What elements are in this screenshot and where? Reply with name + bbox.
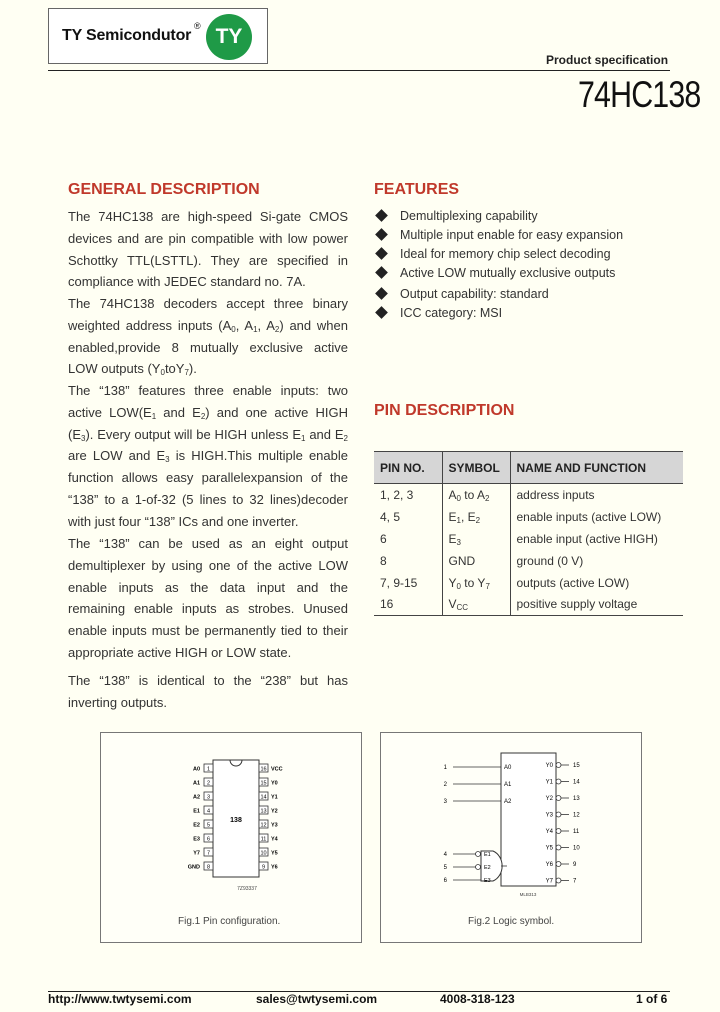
general-p4: The “138” can be used as an eight output demultiplexer by using one of the active LOW enable inputs as the data input and the remaining enable inputs as strobes. Unused enable inputs must be permanently tied to their appropriate active HIGH or LOW state. xyxy=(68,536,348,660)
inversion-bubble xyxy=(556,796,561,801)
pin-label: A2 xyxy=(504,799,512,805)
column-header: PIN NO. xyxy=(374,452,442,484)
pin-label: Y6 xyxy=(271,864,278,871)
pin-label: E3 xyxy=(484,878,491,884)
pin-number: 11 xyxy=(260,836,267,843)
pin-number: 2 xyxy=(206,780,211,787)
bullet-diamond-icon xyxy=(375,247,388,260)
pin-number: 14 xyxy=(260,794,267,801)
pin-label: A1 xyxy=(504,782,512,788)
pin-label: E1 xyxy=(193,808,200,815)
pin-number: 9 xyxy=(573,862,577,868)
pin-label: Y1 xyxy=(545,779,553,786)
pin-label: VCC xyxy=(271,766,283,773)
table-row xyxy=(374,506,683,528)
pin-label: Y0 xyxy=(545,763,553,769)
pin-number: 2 xyxy=(443,782,447,788)
inversion-bubble xyxy=(556,763,561,768)
pin-number: 3 xyxy=(206,794,211,801)
company-name: TY Semicondutor xyxy=(62,27,192,44)
bullet-diamond-icon xyxy=(375,306,388,319)
pin-number: 5 xyxy=(443,865,447,871)
inversion-bubble xyxy=(556,829,561,834)
pin-number: 6 xyxy=(206,836,211,843)
pin-label: E2 xyxy=(484,865,491,871)
pin-label: Y1 xyxy=(271,794,278,801)
bullet-diamond-icon xyxy=(375,287,388,300)
company-logo: TY xyxy=(206,14,252,60)
bullet-diamond-icon xyxy=(375,209,388,222)
symbol-cell: $E_1$, $E_2$ xyxy=(442,506,510,528)
pin-label: Y4 xyxy=(271,836,278,843)
general-p5: The “138” is identical to the “238” but has inverting outputs. xyxy=(68,673,348,710)
pin-table xyxy=(374,451,683,616)
pin-number: 9 xyxy=(261,864,266,871)
inversion-bubble xyxy=(556,878,561,883)
pin-number: 12 xyxy=(260,822,267,829)
function-cell: enable inputs (active LOW) xyxy=(516,509,662,524)
doc-type: Product specification xyxy=(546,53,669,67)
pin-number: 6 xyxy=(443,878,447,884)
pin-number: 13 xyxy=(260,808,267,815)
pin-number-cell: 1, 2, 3 xyxy=(374,484,442,506)
feature-item: Multiple input enable for easy expansion xyxy=(374,228,623,242)
pin-label: Y5 xyxy=(545,845,553,852)
feature-item: Ideal for memory chip select decoding xyxy=(374,247,611,261)
bullet-diamond-icon xyxy=(375,266,388,279)
fig1-code: 7Z93337 xyxy=(237,886,257,892)
footer-page-number: 1 of 6 xyxy=(636,992,668,1006)
table-row xyxy=(374,528,683,550)
pin-label: Y7 xyxy=(193,850,200,857)
registered-mark: ® xyxy=(194,21,201,31)
symbol-cell: $A_0$ to $A_2$ xyxy=(442,484,510,506)
pin-label: GND xyxy=(187,864,200,871)
pin-label: Y2 xyxy=(545,796,553,802)
pin-number: 10 xyxy=(260,850,267,857)
pin-description-heading: PIN DESCRIPTION xyxy=(374,402,515,419)
feature-item: Output capability: standard xyxy=(374,287,549,301)
pin-number: 5 xyxy=(206,822,211,829)
pin-number: 4 xyxy=(206,808,211,815)
pin-number-cell: 6 xyxy=(374,528,442,550)
table-row xyxy=(374,572,683,594)
pin-label: A1 xyxy=(192,780,200,787)
pin-number: 1 xyxy=(443,765,447,771)
pin-label: Y3 xyxy=(271,822,278,829)
bullet-diamond-icon xyxy=(375,228,388,241)
pin-label: E3 xyxy=(193,836,200,843)
general-description-heading: GENERAL DESCRIPTION xyxy=(68,181,260,198)
function-cell: outputs (active LOW) xyxy=(516,575,630,590)
pin-label: Y4 xyxy=(545,829,553,835)
pin-number: 16 xyxy=(260,766,267,773)
table-row xyxy=(374,484,683,506)
pin-number: 3 xyxy=(443,799,447,805)
pin-number: 4 xyxy=(443,852,447,858)
pin-number: 10 xyxy=(573,845,580,852)
pin-label: A0 xyxy=(504,765,512,771)
function-cell: positive supply voltage xyxy=(516,597,638,612)
pin-number: 1 xyxy=(206,766,211,773)
inversion-bubble xyxy=(556,812,561,817)
pin-number-cell: 8 xyxy=(374,550,442,572)
features-heading: FEATURES xyxy=(374,181,460,198)
inversion-bubble xyxy=(556,862,561,867)
fig2-code: MLB313 xyxy=(519,892,537,897)
general-p1: The 74HC138 are high-speed Si-gate CMOS devices and are pin compatible with low power Schottky TTL(LSTTL). They are specified in compliance with JEDEC standard no. 7A. xyxy=(68,209,348,290)
pin-configuration-diagram xyxy=(101,733,363,913)
table-row xyxy=(374,594,683,616)
logic-symbol-diagram xyxy=(381,733,643,913)
feature-item: Demultiplexing capability xyxy=(374,209,538,223)
pin-label: A0 xyxy=(192,766,200,773)
pin-number: 8 xyxy=(206,864,211,871)
figure-pin-configuration xyxy=(100,732,362,943)
inversion-bubble xyxy=(556,779,561,784)
pin-number: 12 xyxy=(573,812,580,819)
symbol-cell: $Y_0$ to $Y_7$ xyxy=(442,572,510,594)
figure-logic-symbol xyxy=(380,732,642,943)
function-cell: ground (0 V) xyxy=(516,553,584,568)
general-p2: The 74HC138 decoders accept three binary weighted address inputs ($A_0$, $A_1$, $A_2$) and when enabled,provide 8 mutually exclusive active LOW outputs $(Y_0toY_7)$. xyxy=(68,296,348,378)
pin-number: 15 xyxy=(260,780,267,787)
inversion-bubble xyxy=(476,852,481,857)
pin-number-cell: 16 xyxy=(374,594,442,616)
inversion-bubble xyxy=(476,865,481,870)
pin-number-cell: 4, 5 xyxy=(374,506,442,528)
pin-number: 13 xyxy=(573,796,580,802)
fig1-caption: Fig.1 Pin configuration. xyxy=(178,916,281,927)
chip-label: 138 xyxy=(230,817,242,824)
table-header-row xyxy=(374,452,683,484)
pin-number: 15 xyxy=(573,763,580,769)
feature-item: Active LOW mutually exclusive outputs xyxy=(374,266,615,280)
pin-label: Y5 xyxy=(271,850,278,857)
symbol-cell: $V_{CC}$ xyxy=(442,594,510,616)
symbol-cell: $E_3$ xyxy=(442,528,510,550)
pin-number: 14 xyxy=(573,779,580,786)
pin-number: 11 xyxy=(573,829,580,835)
function-cell: address inputs xyxy=(516,487,595,502)
pin-label: Y2 xyxy=(271,808,278,815)
table-row xyxy=(374,550,683,572)
function-cell: enable input (active HIGH) xyxy=(516,531,658,546)
feature-item: ICC category: MSI xyxy=(374,306,502,320)
footer-phone: 4008-318-123 xyxy=(440,992,515,1006)
pin-number: 7 xyxy=(206,850,211,857)
header-divider xyxy=(48,70,670,71)
general-p3: The “138” features three enable inputs: two active $LOW(E_1$ and $E_2$) and one active HIGH $(E_3)$. Every output will be HIGH unless $E_1$ and $E_2$ are LOW and $E_3$ is HIGH.This multiple enable function allows easy parallelexpansion of the “138” to a 1-of-32 (5 lines to 32 lines)decoder with just four “138” ICs and one inverter. xyxy=(68,383,348,529)
fig2-caption: Fig.2 Logic symbol. xyxy=(468,916,555,927)
pin-number: 7 xyxy=(573,878,577,885)
pin-label: Y6 xyxy=(545,862,553,868)
pin-label: Y7 xyxy=(545,878,553,885)
part-number: 74HC138 xyxy=(578,74,701,115)
symbol-cell: GND xyxy=(442,550,510,572)
pin-label: Y3 xyxy=(545,812,553,819)
footer-email[interactable]: sales@twtysemi.com xyxy=(256,992,378,1006)
pin-label: E2 xyxy=(193,822,200,829)
pin-number-cell: 7, 9-15 xyxy=(374,572,442,594)
column-header: NAME AND FUNCTION xyxy=(510,452,683,484)
pin-label: E1 xyxy=(484,852,491,858)
column-header: SYMBOL xyxy=(442,452,510,484)
footer-url[interactable]: http://www.twtysemi.com xyxy=(48,992,192,1006)
pin-label: A2 xyxy=(192,794,200,801)
inversion-bubble xyxy=(556,845,561,850)
pin-label: Y0 xyxy=(271,780,278,787)
